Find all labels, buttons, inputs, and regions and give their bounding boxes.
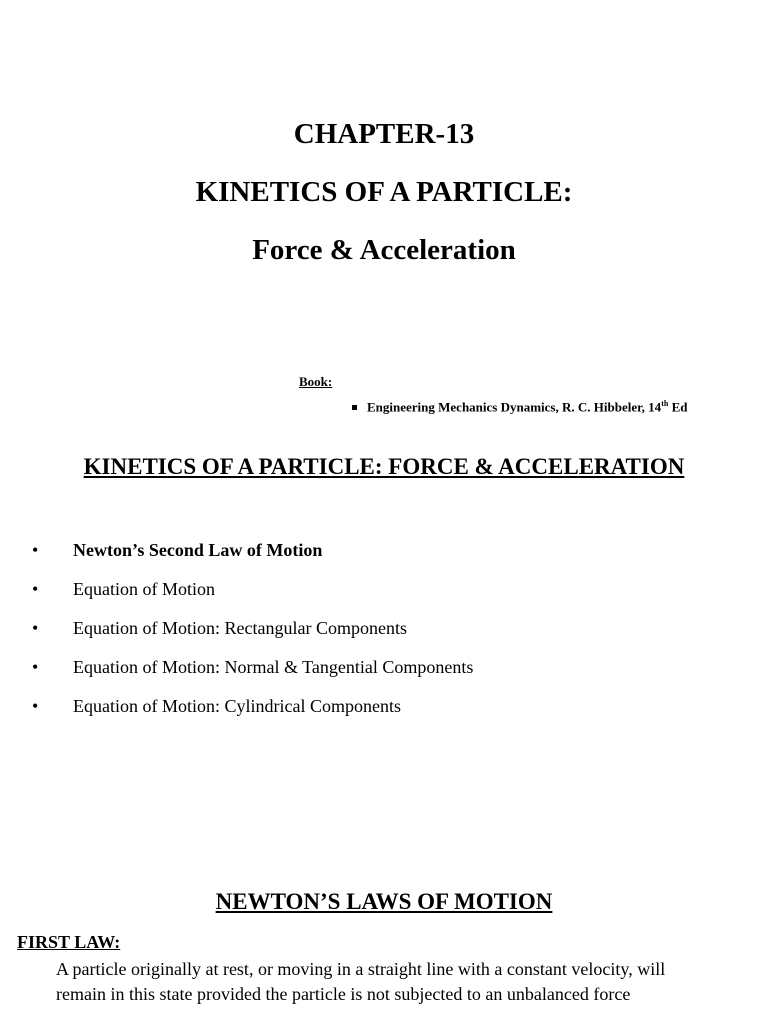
book-reference-superscript: th <box>661 399 669 408</box>
topic-item <box>32 657 473 678</box>
first-law-line: A particle originally at rest, or moving in a straight line with a constant velocity, will <box>56 959 666 979</box>
section-heading: KINETICS OF A PARTICLE: FORCE & ACCELERATION <box>83 454 685 479</box>
square-bullet-icon <box>352 405 357 410</box>
chapter-subtitle: Force & Acceleration <box>252 234 516 266</box>
topic-text: Newton’s Second Law of Motion <box>73 540 323 560</box>
book-reference-text: Engineering Mechanics Dynamics, R. C. Hibbeler, 14 <box>367 399 662 415</box>
first-law-line: remain in this state provided the particle is not subjected to an unbalanced force <box>56 984 631 1004</box>
bullet-icon: • <box>32 618 39 638</box>
bullet-icon: • <box>32 579 39 599</box>
chapter-title: KINETICS OF A PARTICLE: <box>195 176 573 208</box>
bullet-icon: • <box>32 657 39 677</box>
topic-item <box>32 540 322 561</box>
topic-text: Equation of Motion: Rectangular Components <box>73 618 407 638</box>
book-label: Book: <box>299 374 333 389</box>
topic-text: Equation of Motion: Normal & Tangential Components <box>73 657 474 677</box>
laws-heading: NEWTON’S LAWS OF MOTION <box>215 889 553 914</box>
bullet-icon: • <box>32 696 39 716</box>
bullet-icon: • <box>32 540 39 560</box>
book-reference-suffix: Ed <box>668 399 688 415</box>
topic-text: Equation of Motion <box>73 579 215 599</box>
topic-item <box>32 579 215 600</box>
book-reference <box>352 399 687 415</box>
topic-item <box>32 618 407 639</box>
chapter-number: CHAPTER-13 <box>293 118 475 150</box>
topic-item <box>32 696 401 717</box>
topic-text: Equation of Motion: Cylindrical Components <box>73 696 401 716</box>
first-law-label: FIRST LAW: <box>17 932 121 952</box>
